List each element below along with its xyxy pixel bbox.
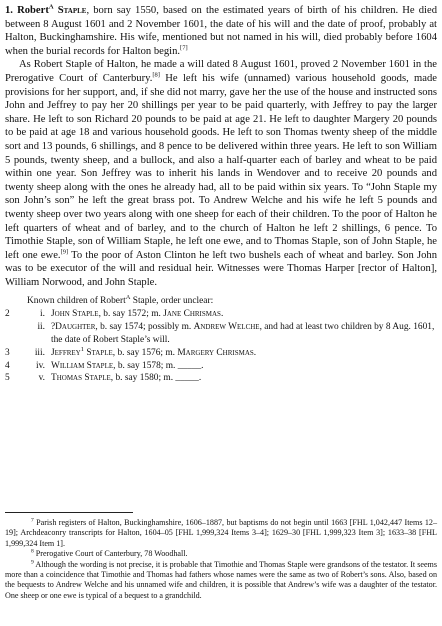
child-roman-number: i.: [40, 309, 45, 320]
child-details: , b. say 1574; possibly m.: [95, 322, 194, 333]
child-generation-number: [5, 321, 25, 347]
footnote-ref-9[interactable]: [9]: [60, 248, 69, 256]
entry-bio: , born say 1550, based on the estimated years of birth of his children. He died between 8 August 1601 and 2 November 1601, the date of his will and the date of proof, probably at Halton, Buckinghamshire. His wife, mentioned but not named in his will, died probably before 1604 when the burial records for Halton begin.: [5, 5, 437, 57]
footnote-text: Although the wording is not precise, it is probable that Timothie and Thomas Staple were grandsons of the testator. It seems more than a coincidence that Timothie and Thomas had fathers whose names were the same as two of Robert’s sons. Also, based on the bequests to Andrew Welche and his unnamed wife and children, it is possible that Andrew’s wife was a daughter of the testator. One sheep or one ewe is typical of a bequest to a grandchild.: [5, 559, 437, 600]
genealogy-page: [5, 4, 437, 385]
entry-first-name: Robert: [17, 5, 49, 16]
known-children-label: Known children of Robert: [27, 296, 126, 307]
generation-superscript: A: [48, 3, 54, 11]
entry-heading: [5, 5, 86, 16]
child-generation-number: 4: [5, 360, 10, 371]
child-name: William Staple: [51, 360, 114, 371]
footnote-text: Prerogative Court of Canterbury, 78 Woodhall.: [35, 549, 188, 559]
child-roman-number: iii.: [34, 347, 45, 358]
footnote-text: Parish registers of Halton, Buckinghamshire, 1606–1887, but baptisms do not begin until 1663 [FHL 1,042,447 Items 12–19]; Archdeaconry transcripts for Halton, 1604–05 [FHL 1,999,324 Items 3–4]; 1629–30 [FHL 1,999,323 Item 3]; 1633–38 [FHL 1,999,324 Item 1].: [5, 518, 437, 548]
known-children-heading: [5, 295, 437, 308]
child-row: [5, 321, 437, 347]
entry-number: 1.: [5, 5, 13, 16]
child-row: [5, 360, 437, 373]
child-row: [5, 372, 437, 385]
child-tail: .: [253, 347, 257, 358]
child-roman-number: ii.: [37, 322, 45, 333]
child-text: [51, 308, 437, 321]
child-details: , b. say 1580; m. _____.: [110, 373, 202, 384]
child-spouse: Andrew Welche: [193, 322, 260, 333]
entry-paragraph: [5, 4, 437, 58]
child-generation-number: 5: [5, 373, 10, 384]
child-tail: , and had at least two children by 8 Aug. 1601, the date of Robert Staple’s will.: [51, 322, 435, 346]
known-children-label-tail: Staple, order unclear:: [130, 296, 214, 307]
footnote-number: 7: [31, 517, 34, 524]
footnote-ref-7[interactable]: [7]: [180, 44, 188, 52]
child-name: ?Daughter: [51, 322, 96, 333]
footnote-number: 9: [31, 558, 34, 565]
entry-surname: Staple: [57, 5, 87, 16]
will-text-2: He left his wife (unnamed) various household goods, made provisions for her support, and, if she did not marry, gave her the use of the house and instructed sons John and Jeffrey to pay her 20 shillings per year to be paid quarterly, with Jeffrey to pay the larger share. He left to son Richard 20 pounds to be paid at age 21. He left to daughter Margery 20 pounds to be paid at age 18 and various household goods. He left to son Thomas twenty sheep of the middle sort and 13 pounds, 6 shillings, and 8 pence to be delivered within three years. He left to son William 5 pounds, twenty sheep, and a bullock, and also a half-quarter each of barley and wheat to be paid within one year. Son Jeffrey was to inherit his lands in Wendover and to receive 20 pounds and twenty sheep along with the ones he already had, all to be paid within six years. To “John Staple my son John’s son” he left the great brass pot. To Andrew Welche and his wife he left 5 pounds and twenty sheep over two years along with one sheep for each of their children. To the poor of Halton he left quarters of wheat and of barley, and to the church of Halton he left 2 shillings, 6 pence. To Timothie Staple, son of William Staple, he left one ewe, and to Thomas Staple, son of John Staple, he left one ewe.: [5, 72, 437, 261]
child-surname: Staple: [83, 347, 113, 358]
heading-superscript: A: [125, 294, 131, 302]
child-generation-number: 3: [5, 347, 10, 358]
child-name: Thomas Staple: [51, 373, 111, 384]
child-spouse: Jane Chrismas: [163, 309, 221, 320]
footnote-divider: [5, 512, 133, 513]
footnotes: [5, 518, 437, 601]
footnote-7: [5, 518, 437, 549]
child-name: Jeffrey: [51, 347, 81, 358]
child-text: [51, 347, 437, 360]
children-list: [5, 308, 437, 385]
child-text: [51, 321, 437, 347]
child-roman-number: iv.: [35, 360, 45, 371]
will-paragraph: [5, 58, 437, 289]
child-roman-number: v.: [38, 373, 45, 384]
footnote-ref-8[interactable]: [8]: [152, 71, 160, 79]
footnote-8: [5, 549, 437, 559]
child-name: John Staple: [51, 309, 99, 320]
child-spouse: Margery Chrismas: [177, 347, 254, 358]
will-text-3: To the poor of Aston Clinton he left two bushels each of wheat and barley. Son John was to be executor of the will and residual heir. Witnesses were Thomas Harper [rector of Halton], William Norwood, and John Staple.: [5, 249, 437, 288]
footnote-9: [5, 560, 437, 602]
child-superscript: 1: [80, 345, 84, 353]
child-generation-number: 2: [5, 309, 10, 320]
child-details: , b. say 1572; m.: [98, 309, 164, 320]
child-details: , b. say 1576; m.: [112, 347, 178, 358]
child-row: [5, 347, 437, 360]
child-tail: .: [220, 309, 224, 320]
will-text-1: As Robert Staple of Halton, he made a will dated 8 August 1601, proved 2 November 1601 in the Prerogative Court of Canterbury.: [5, 59, 437, 84]
footnote-number: 8: [31, 548, 34, 555]
child-text: [51, 372, 437, 385]
child-row: [5, 308, 437, 321]
child-details: , b. say 1578; m. _____.: [113, 360, 204, 371]
child-text: [51, 360, 437, 373]
